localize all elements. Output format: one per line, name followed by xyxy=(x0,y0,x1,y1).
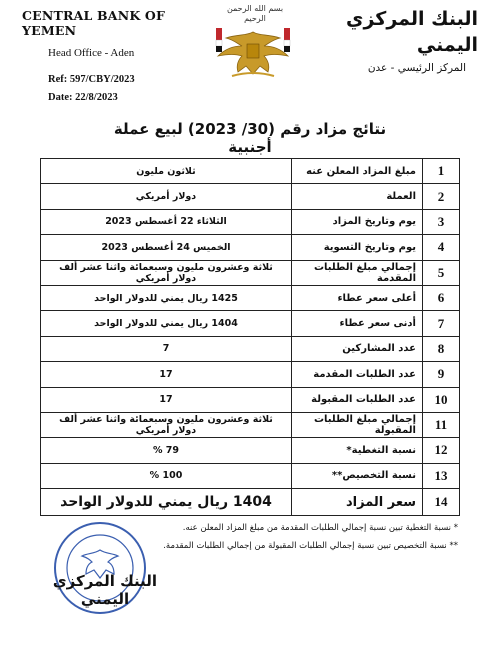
row-number: 2 xyxy=(423,184,460,209)
table-row xyxy=(41,387,460,412)
english-letterhead xyxy=(22,8,192,103)
auction-results-table xyxy=(40,158,460,516)
table-row xyxy=(41,438,460,463)
basmala-calligraphy: بسم الله الرحمن الرحيم xyxy=(226,4,284,23)
row-label: يوم وتاريخ التسوية xyxy=(292,235,423,260)
yemen-eagle-emblem-icon xyxy=(208,26,298,80)
seal-signature: البنك المركزي اليمني xyxy=(52,572,158,608)
row-label: نسبة التغطية* xyxy=(292,438,423,463)
row-value: 7 xyxy=(41,336,292,361)
row-number: 1 xyxy=(423,159,460,184)
table-row xyxy=(41,260,460,285)
row-label: العملة xyxy=(292,184,423,209)
table-row xyxy=(41,463,460,488)
head-office-arabic: المركز الرئيسي - عدن xyxy=(367,62,466,74)
row-number: 10 xyxy=(423,387,460,412)
row-value: الثلاثاء 22 أغسطس 2023 xyxy=(41,209,292,234)
row-value: 17 xyxy=(41,362,292,387)
row-number: 6 xyxy=(423,285,460,310)
document-title: نتائج مزاد رقم (30/ 2023) لبيع عملة أجنبية xyxy=(113,120,387,156)
footnote-coverage: * نسبة التغطية تبين نسبة إجمالي الطلبات المقدمة من مبلغ المزاد المعلن عنه. xyxy=(182,523,458,533)
row-value: دولار أمريكي xyxy=(41,184,292,209)
row-number: 11 xyxy=(423,412,460,437)
table-row xyxy=(41,489,460,516)
row-label: عدد المشاركين xyxy=(292,336,423,361)
row-label: إجمالي مبلغ الطلبات المقدمة xyxy=(292,260,423,285)
row-value: 79 % xyxy=(41,438,292,463)
row-number: 7 xyxy=(423,311,460,336)
arabic-letterhead xyxy=(313,6,478,74)
row-label: أدنى سعر عطاء xyxy=(292,311,423,336)
row-label: عدد الطلبات المقبولة xyxy=(292,387,423,412)
table-row xyxy=(41,159,460,184)
row-value: 1404 ريال يمني للدولار الواحد xyxy=(41,311,292,336)
row-label: مبلغ المزاد المعلن عنه xyxy=(292,159,423,184)
head-office-english: Head Office - Aden xyxy=(48,47,135,59)
table-row xyxy=(41,362,460,387)
row-value: 1425 ريال يمني للدولار الواحد xyxy=(41,285,292,310)
row-value: 17 xyxy=(41,387,292,412)
table-row xyxy=(41,285,460,310)
row-number: 12 xyxy=(423,438,460,463)
table-row xyxy=(41,209,460,234)
row-label: عدد الطلبات المقدمة xyxy=(292,362,423,387)
row-label: يوم وتاريخ المزاد xyxy=(292,209,423,234)
row-value: 100 % xyxy=(41,463,292,488)
row-number: 9 xyxy=(423,362,460,387)
table-row xyxy=(41,184,460,209)
row-value: 1404 ريال يمني للدولار الواحد xyxy=(41,489,292,516)
document-date: Date: 22/8/2023 xyxy=(48,92,118,103)
table-row xyxy=(41,311,460,336)
footnote-allocation: ** نسبة التخصيص تبين نسبة إجمالي الطلبات المقبولة من إجمالي الطلبات المقدمة. xyxy=(163,541,458,551)
row-label: أعلى سعر عطاء xyxy=(292,285,423,310)
table-row xyxy=(41,336,460,361)
row-label: إجمالي مبلغ الطلبات المقبولة xyxy=(292,412,423,437)
row-number: 8 xyxy=(423,336,460,361)
row-number: 5 xyxy=(423,260,460,285)
bank-name-arabic: البنك المركزي اليمني xyxy=(346,8,478,56)
table-row xyxy=(41,235,460,260)
row-number: 13 xyxy=(423,463,460,488)
row-value: ثلاثون مليون xyxy=(41,159,292,184)
row-label: نسبة التخصيص** xyxy=(292,463,423,488)
row-value: الخميس 24 أغسطس 2023 xyxy=(41,235,292,260)
reference-number: Ref: 597/CBY/2023 xyxy=(48,74,135,85)
row-number: 14 xyxy=(423,489,460,516)
row-number: 4 xyxy=(423,235,460,260)
bank-name-english: CENTRAL BANK OF YEMEN xyxy=(22,8,166,38)
row-number: 3 xyxy=(423,209,460,234)
table-row xyxy=(41,412,460,437)
row-value: ثلاثة وعشرون مليون وسبعمائة واثنا عشر ألف دولار أمريكي xyxy=(41,412,292,437)
row-value: ثلاثة وعشرون مليون وسبعمائة واثنا عشر ألف دولار أمريكي xyxy=(41,260,292,285)
row-label: سعر المزاد xyxy=(292,489,423,516)
